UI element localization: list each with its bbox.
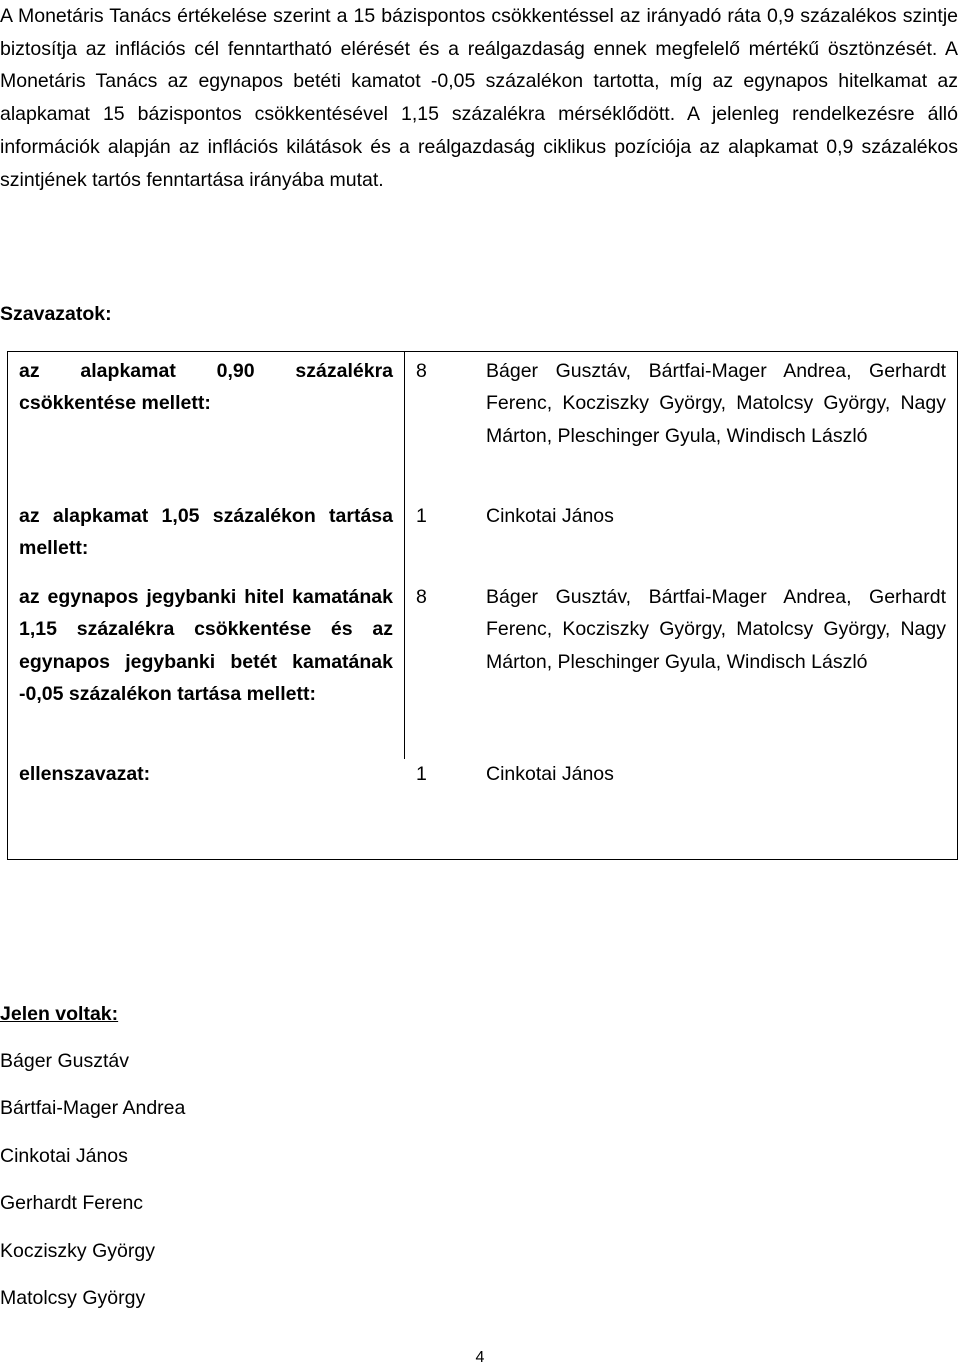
vote-row-3-count: 8 — [416, 586, 427, 608]
vote-row-3-label-text: az egynapos jegybanki hitel kamatának 1,15 százalékra csökkentése és az egynapos jegybanki betét kamatának -0,05 százalékon tartása mellett: — [19, 586, 393, 705]
vote-row-1-names: Báger Gusztáv, Bártfai-Mager Andrea, Gerhardt Ferenc, Kocziszky György, Matolcsy György, Nagy Márton, Pleschinger Gyula, Windisch László — [486, 360, 946, 447]
vote-row-1-count: 8 — [416, 360, 427, 382]
votes-heading — [0, 300, 112, 328]
vote-row-2-label — [19, 500, 393, 565]
present-list — [0, 1047, 185, 1331]
vote-row-1-label — [19, 355, 393, 420]
present-heading: Jelen voltak: — [0, 1003, 119, 1025]
against-label-text: ellenszavazat: — [19, 763, 151, 785]
intro-paragraph: A Monetáris Tanács értékelése szerint a 15 bázispontos csökkentéssel az irányadó ráta 0,9 százalékos szintje biztosítja az inflációs cél fenntartható elérését és a reálgazdaság ennek megfelelő mértékű ösztönzését. A Monetáris Tanács az egynapos betéti kamatot -0,05 százalékon tartotta, míg az egynapos hitelkamat az alapkamat 15 bázispontos csökkentésével 1,15 százalékra mérséklődött. A jelenleg rendelkezésre álló információk alapján az inflációs kilátások és a reálgazdaság ciklikus pozíciója az alapkamat 0,9 százalékos szintjének tartós fenntartása irányába mutat. — [0, 5, 958, 191]
vote-row-3-names: Báger Gusztáv, Bártfai-Mager Andrea, Gerhardt Ferenc, Kocziszky György, Matolcsy György, Nagy Márton, Pleschinger Gyula, Windisch László — [486, 586, 946, 673]
votes-table-divider — [404, 352, 405, 759]
present-name: Cinkotai János — [0, 1144, 128, 1167]
vote-row-2-count: 1 — [416, 505, 427, 527]
present-name: Kocziszky György — [0, 1239, 155, 1262]
against-count: 1 — [416, 763, 427, 785]
against-names: Cinkotai János — [486, 763, 614, 785]
present-name: Matolcsy György — [0, 1286, 146, 1309]
vote-row-1-label-text: az alapkamat 0,90 százalékra csökkentése mellett: — [19, 360, 393, 415]
votes-heading-text: Szavazatok: — [0, 303, 112, 325]
against-label — [19, 758, 393, 790]
page-number: 4 — [475, 1349, 485, 1366]
present-name: Gerhardt Ferenc — [0, 1192, 144, 1215]
vote-row-2-names: Cinkotai János — [486, 505, 614, 527]
votes-table — [7, 351, 958, 860]
vote-row-3-label — [19, 581, 393, 710]
vote-row-2-label-text: az alapkamat 1,05 százalékon tartása mellett: — [19, 505, 393, 560]
present-name: Bártfai-Mager Andrea — [0, 1097, 186, 1120]
present-name: Báger Gusztáv — [0, 1050, 129, 1072]
